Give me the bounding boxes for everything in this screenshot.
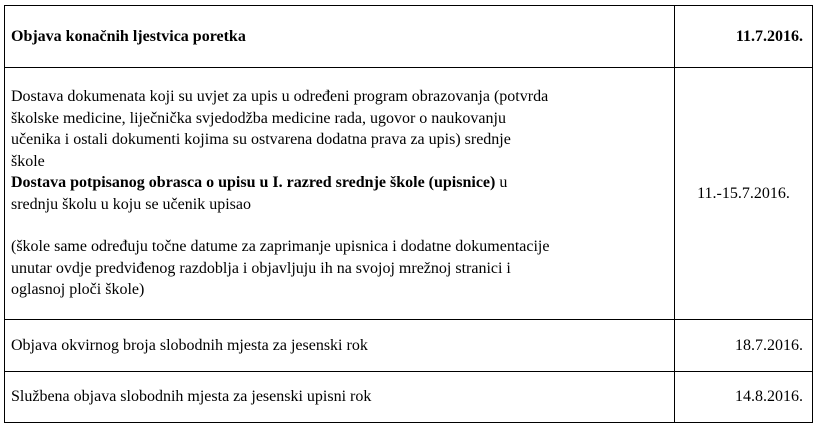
- note-line: oglasnoj ploči škole): [11, 281, 145, 299]
- row-description: [5, 68, 675, 320]
- row-date: 14.8.2016.: [675, 372, 813, 423]
- row-description: Objava okvirnog broja slobodnih mjesta za jesenski rok: [5, 320, 675, 372]
- row-date: 18.7.2016.: [675, 320, 813, 372]
- schedule-table: [4, 5, 813, 423]
- table-row: [5, 320, 813, 372]
- row-date: 11.7.2016.: [675, 6, 813, 68]
- table-row: [5, 6, 813, 68]
- note-line: unutar ovdje predviđenog razdoblja i objavljuju ih na svojoj mrežnoj stranici i: [11, 259, 511, 277]
- bold-text: Dostava potpisanog obrasca o upisu u I. razred srednje škole (upisnice): [11, 174, 496, 192]
- row-description: Objava konačnih ljestvica poretka: [5, 6, 675, 68]
- bold-tail: u: [495, 174, 508, 192]
- row-description: Službena objava slobodnih mjesta za jesenski upisni rok: [5, 372, 675, 423]
- desc-line: škole: [11, 152, 45, 170]
- table-row: [5, 372, 813, 423]
- note-line: (škole same određuju točne datume za zaprimanje upisnica i dodatne dokumentacije: [11, 238, 550, 256]
- desc-line: učenika i ostali dokumenti kojima su ostvarena dodatna prava za upis) srednje: [11, 131, 511, 149]
- desc-line: Dostava dokumenata koji su uvjet za upis u određeni program obrazovanja (potvrda: [11, 88, 549, 106]
- desc-line: srednju školu u koju se učenik upisao: [11, 195, 251, 213]
- desc-line: školske medicine, liječnička svjedodžba medicine rada, ugovor o naukovanju: [11, 109, 506, 127]
- bold-line: [11, 172, 668, 194]
- row-date: 11.-15.7.2016.: [675, 68, 813, 320]
- table-row: [5, 68, 813, 320]
